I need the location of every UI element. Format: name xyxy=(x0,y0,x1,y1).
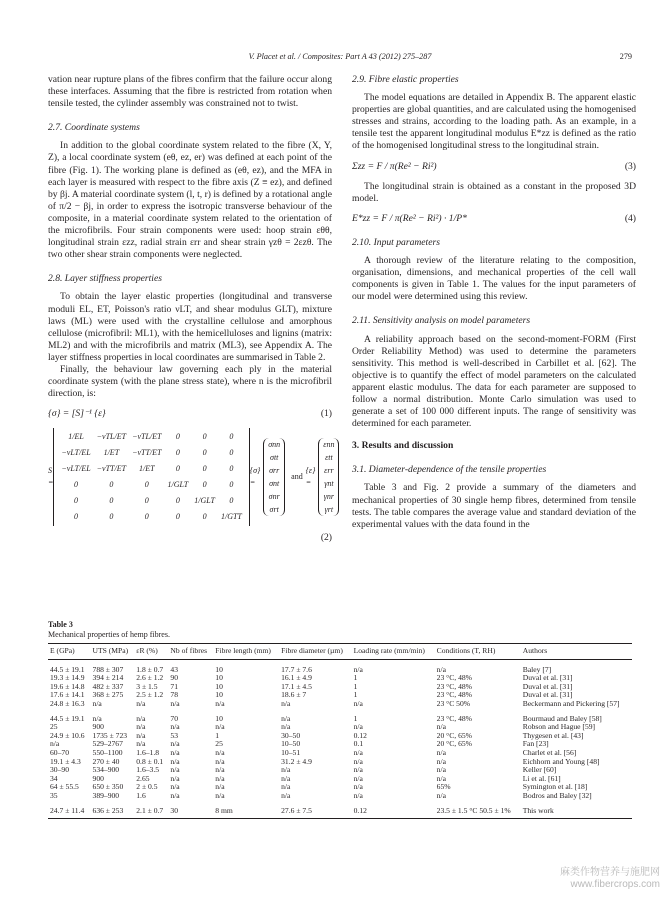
table-cell: Robson and Hague [59] xyxy=(522,722,596,732)
table-cell: n/a xyxy=(281,790,291,800)
table-cell: Eichhorn and Young [48] xyxy=(522,756,600,766)
table-cell: n/a xyxy=(170,722,180,732)
table-cell: 900 xyxy=(92,773,104,783)
table-cell: n/a xyxy=(215,782,225,792)
table-cell: 1735 ± 723 xyxy=(92,730,128,740)
column-header: Loading rate (mm/min) xyxy=(352,644,435,660)
equation-2 xyxy=(48,428,335,526)
table-cell: n/a xyxy=(353,756,363,766)
stress-component: σnt xyxy=(269,479,280,489)
table-cell: 19.3 ± 14.9 xyxy=(50,673,85,683)
table-cell: n/a xyxy=(436,765,446,775)
table-cell: n/a xyxy=(170,773,180,783)
section-2-7-title: 2.7. Coordinate systems xyxy=(48,122,140,134)
matrix-row xyxy=(59,462,243,476)
column-header: UTS (MPa) xyxy=(91,644,135,660)
matrix-cell: 0 xyxy=(202,480,207,490)
hemp-properties-table xyxy=(48,643,632,819)
matrix-cell: 1/ET xyxy=(103,448,120,458)
table-cell: n/a xyxy=(281,713,291,723)
table-cell: n/a xyxy=(353,790,363,800)
table-cell: 389–900 xyxy=(92,790,120,800)
table-cell: 1.6 xyxy=(136,790,146,800)
matrix-cell: 0 xyxy=(175,496,180,506)
table-cell: 64 ± 55.5 xyxy=(50,782,79,792)
table-cell: n/a xyxy=(92,713,102,723)
watermark-line-1: 麻类作物营养与施肥网 xyxy=(560,867,660,878)
table-cell: n/a xyxy=(170,756,180,766)
table-cell: n/a xyxy=(215,698,225,708)
matrix-cell: 0 xyxy=(229,448,234,458)
table-cell: 1 xyxy=(353,713,358,723)
matrix-cell: 0 xyxy=(74,480,79,490)
table-cell: 30–90 xyxy=(50,765,69,775)
table-cell: n/a xyxy=(281,765,291,775)
matrix-cell: −νTT/ET xyxy=(96,464,127,474)
table-cell: 23 °C, 48% xyxy=(436,681,472,691)
table-cell: n/a xyxy=(170,790,180,800)
matrix-cell: −νLT/EL xyxy=(61,448,91,458)
page-number: 279 xyxy=(619,52,632,61)
table-cell: 0.12 xyxy=(353,730,367,740)
stress-component: σrt xyxy=(269,505,279,515)
section-2-10-title: 2.10. Input parameters xyxy=(352,236,440,248)
section-2-9-paragraph-2: The longitudinal strain is obtained as a constant in the proposed 3D model. xyxy=(352,180,636,204)
table-cell: n/a xyxy=(353,773,363,783)
matrix-cell: −νTL/ET xyxy=(96,432,127,442)
strain-component: γrt xyxy=(324,505,334,515)
strain-component: εtt xyxy=(325,453,333,463)
table-cell: n/a xyxy=(136,713,146,723)
table-cell: n/a xyxy=(436,722,446,732)
table-cell: 24.9 ± 10.6 xyxy=(50,730,85,740)
matrix-cell: 0 xyxy=(144,496,149,506)
table-cell: 10 xyxy=(215,690,223,700)
table-cell: 1 xyxy=(215,730,220,740)
sigma-label: {σ} = xyxy=(249,466,261,488)
table-cell: 17.7 ± 7.6 xyxy=(281,664,312,674)
matrix-row xyxy=(59,494,243,508)
stress-component: σnn xyxy=(268,440,281,450)
table-cell: n/a xyxy=(436,664,446,674)
table-cell: Keller [60] xyxy=(522,765,557,775)
section-2-8-title: 2.8. Layer stiffness properties xyxy=(48,273,162,285)
table-cell: 25 xyxy=(215,739,223,749)
equation-1-number: (1) xyxy=(320,408,332,420)
equation-1 xyxy=(48,408,332,420)
section-3-title: 3. Results and discussion xyxy=(352,440,454,452)
table-cell: Duval et al. [31] xyxy=(522,681,573,691)
table-cell: n/a xyxy=(281,698,291,708)
table-cell: 10–50 xyxy=(281,739,301,749)
matrix-cell: −νLT/EL xyxy=(61,464,91,474)
table-cell: 20 °C, 65% xyxy=(436,739,472,749)
table-cell: 25 xyxy=(50,722,58,732)
table-cell: 368 ± 275 xyxy=(92,690,124,700)
table-cell: n/a xyxy=(136,698,146,708)
table-cell: Charlet et al. [56] xyxy=(522,747,577,757)
table-cell: Bodros and Baley [32] xyxy=(522,790,592,800)
stress-vector xyxy=(263,438,285,516)
table-cell: This work xyxy=(521,801,632,819)
section-2-9-title: 2.9. Fibre elastic properties xyxy=(352,74,459,85)
table-cell: 30 xyxy=(168,801,213,819)
table-cell: n/a xyxy=(281,773,291,783)
table-cell: 3 ± 1.5 xyxy=(136,681,158,691)
table-cell: 636 ± 253 xyxy=(91,801,135,819)
matrix-cell: −νTL/ET xyxy=(132,432,162,442)
matrix-cell: 0 xyxy=(229,480,234,490)
table-cell: Fan [23] xyxy=(522,739,549,749)
table-cell: 0.12 xyxy=(352,801,435,819)
column-header: E (GPa) xyxy=(48,644,91,660)
matrix-cell: 0 xyxy=(109,512,114,522)
table-cell: n/a xyxy=(215,773,225,783)
matrix-row xyxy=(59,446,243,460)
equation-4-body: E*zz = F / π(Re² − Ri²) · 1/P* xyxy=(352,212,467,224)
table-cell: Duval et al. [31] xyxy=(522,690,573,700)
matrix-cell: 0 xyxy=(109,496,114,506)
table-caption-block xyxy=(48,620,170,640)
matrix-cell: 1/GLT xyxy=(194,496,215,506)
matrix-cell: 0 xyxy=(229,432,234,442)
table-cell: 270 ± 40 xyxy=(92,756,120,766)
matrix-cell: 0 xyxy=(202,464,207,474)
table-cell: 8 mm xyxy=(213,801,279,819)
table-cell: 20 °C, 65% xyxy=(436,730,472,740)
table-cell: n/a xyxy=(353,722,363,732)
compliance-matrix xyxy=(53,428,249,526)
column-header: Nb of fibres xyxy=(168,644,213,660)
equation-3 xyxy=(352,161,636,173)
intro-paragraph: vation near rupture plans of the fibres confirm that the failure occur along these interfaces. Assuming that the fibre is restricted from rotation when tensile tested, the cylinder assembly was constrained not to twist. xyxy=(48,74,332,110)
section-2-8-paragraph-1: To obtain the layer elastic properties (longitudinal and transverse moduli EL, ET, Poisson's ratio νLT, and shear modulus GLT), mixture laws (ML) were used with the crystalline cellulose and amorphous cellulose (microfibril: ML1), with the hemicelluloses and lignins (matrix: ML2) and with the microfibrils and matrix (ML3), see Appendix A. The layer stiffness properties in local coordinates are summarised in Table 2. xyxy=(48,291,332,363)
table-cell: 27.6 ± 7.5 xyxy=(279,801,352,819)
matrix-cell: 0 xyxy=(175,464,180,474)
eps-label: {ε} = xyxy=(305,466,316,488)
table-cell: 1 xyxy=(353,690,358,700)
equation-3-body: Σzz = F / π(Re² − Ri²) xyxy=(352,160,437,172)
table-cell: n/a xyxy=(353,782,363,792)
strain-component: εnn xyxy=(323,440,335,450)
table-cell: 10–51 xyxy=(281,747,301,757)
table-cell: 1.6–1.8 xyxy=(136,747,160,757)
table-cell: 18.6 ± 7 xyxy=(281,690,307,700)
column-header: Fibre diameter (µm) xyxy=(279,644,352,660)
table-cell: 53 xyxy=(170,730,178,740)
section-2-7-paragraph: In addition to the global coordinate system related to the fibre (X, Y, Z), a local coordinate system (eθ, ez, er) was defined at each point of the fibre (Fig. 1). The working plane is defined as (eθ, ez), and the MFA in each layer is measured with respect to the fibre axis (Z ≡ ez), and defined by βj. A material coordinate system (l, t, r) is defined by a rotational angle of π/2 − βj, in order to express the isotropic transverse behaviour of the composite, in a material coordinate system related to the orientation of the microfibrils. Four strain components were used: hoop strain εθθ, longitudinal strain εzz, radial strain εrr and shear strain γzθ = 2εzθ. The two other shear strain components were neglected. xyxy=(48,140,332,261)
table-cell: n/a xyxy=(436,756,446,766)
table-cell: 2.65 xyxy=(136,773,150,783)
strain-component: γnt xyxy=(324,479,334,489)
matrix-cell: 0 xyxy=(144,512,149,522)
table-cell: n/a xyxy=(353,664,363,674)
section-2-10-paragraph: A thorough review of the literature relating to the composition, organisation, dimensions, and mechanical properties of the cell wall components is given in Table 1. The values for the input parameters of our model were determined using this review. xyxy=(352,255,636,303)
table-cell: n/a xyxy=(170,765,180,775)
column-header: Fibre length (mm) xyxy=(213,644,279,660)
table-cell: n/a xyxy=(170,747,180,757)
stress-component: σtt xyxy=(270,453,279,463)
table-cell: n/a xyxy=(170,739,180,749)
table-row xyxy=(48,700,632,709)
table-cell: n/a xyxy=(353,747,363,757)
table-cell: 1.8 ± 0.7 xyxy=(136,664,164,674)
matrix-cell: 0 xyxy=(202,512,207,522)
equation-2-number: (2) xyxy=(320,532,332,544)
table-cell: n/a xyxy=(215,747,225,757)
table-cell: n/a xyxy=(436,790,446,800)
table-cell: 17.6 ± 14.1 xyxy=(50,690,85,700)
matrix-cell: 1/GTT xyxy=(220,512,242,522)
table-cell: 90 xyxy=(170,673,178,683)
table-cell: n/a xyxy=(170,698,180,708)
watermark-line-2: www.fibercrops.com xyxy=(570,879,660,890)
table-cell: 24.7 ± 11.4 xyxy=(48,801,91,819)
table-cell: 550–1100 xyxy=(92,747,123,757)
table-cell: 2.5 ± 1.2 xyxy=(136,690,164,700)
left-column xyxy=(48,74,335,544)
table-cell: Beckermann and Pickering [57] xyxy=(522,698,620,708)
matrix-row xyxy=(59,430,243,444)
table-cell: 10 xyxy=(215,664,223,674)
table-cell: n/a xyxy=(436,773,446,783)
section-2-8-paragraph-2: Finally, the behaviour law governing each ply in the material coordinate system (with the plane stress state), where n is the microfibril direction, is: xyxy=(48,363,332,400)
table-cell: 23 °C, 48% xyxy=(436,673,472,683)
table-cell: n/a xyxy=(136,739,146,749)
column-header: Authors xyxy=(521,644,632,660)
table-cell: 650 ± 350 xyxy=(92,782,124,792)
table-cell: 44.5 ± 19.1 xyxy=(50,713,85,723)
running-header: V. Placet et al. / Composites: Part A 43 (2012) 275–287 xyxy=(248,52,432,61)
table-cell: n/a xyxy=(436,747,446,757)
table-cell: 43 xyxy=(170,664,178,674)
table-cell: 529–2767 xyxy=(92,739,123,749)
section-2-11-title: 2.11. Sensitivity analysis on model parameters xyxy=(352,315,531,327)
table-cell: 10 xyxy=(215,673,223,683)
table-cell: 65% xyxy=(436,782,451,792)
matrix-row xyxy=(59,510,243,524)
table-cell: 30–50 xyxy=(281,730,301,740)
table-cell: 78 xyxy=(170,690,178,700)
watermark xyxy=(560,867,660,891)
table-cell: 0.1 xyxy=(353,739,364,749)
matrix-cell: 0 xyxy=(144,480,149,490)
matrix-cell: 1/EL xyxy=(68,432,84,442)
matrix-cell: 0 xyxy=(229,464,234,474)
stress-component: σrr xyxy=(269,466,280,476)
table-label: Table 3 xyxy=(48,620,73,629)
table-cell: 44.5 ± 19.1 xyxy=(50,664,85,674)
table-cell: n/a xyxy=(50,739,60,749)
table-caption: Mechanical properties of hemp fibres. xyxy=(48,630,170,639)
column-header: Conditions (T, RH) xyxy=(435,644,521,660)
table-cell: 16.1 ± 4.9 xyxy=(281,673,312,683)
table-cell: n/a xyxy=(353,698,363,708)
table-cell: 70 xyxy=(170,713,178,723)
matrix-cell: 0 xyxy=(109,480,114,490)
table-row xyxy=(48,792,632,801)
table-cell: 17.1 ± 4.5 xyxy=(281,681,312,691)
table-cell: 23.5 ± 1.5 °C 50.5 ± 1% xyxy=(435,801,521,819)
table-row xyxy=(48,801,632,819)
table-row xyxy=(48,659,632,674)
table-cell: 2.6 ± 1.2 xyxy=(136,673,164,683)
table-cell: 34 xyxy=(50,773,58,783)
matrix-cell: 0 xyxy=(229,496,234,506)
table-cell: 788 ± 307 xyxy=(92,664,124,674)
table-row xyxy=(48,709,632,724)
table-cell: 10 xyxy=(215,681,223,691)
table-cell: 482 ± 337 xyxy=(92,681,124,691)
table-cell: n/a xyxy=(353,765,363,775)
table-cell: n/a xyxy=(215,756,225,766)
matrix-label: S = xyxy=(48,466,54,488)
table-cell: 2.1 ± 0.7 xyxy=(134,801,168,819)
table-cell: 1.6–3.5 xyxy=(136,765,160,775)
equation-4 xyxy=(352,213,636,225)
matrix-cell: 0 xyxy=(202,448,207,458)
table-cell: 24.8 ± 16.3 xyxy=(50,698,85,708)
section-2-9-paragraph-1: The model equations are detailed in Appendix B. The apparent elastic properties are global quantities, and are calculated using the homogenised stresses and strains, according to the loading path. As an example, in a tensile test the apparent longitudinal modulus E*zz is defined as the ratio of the homogenised longitudinal stress to the longitudinal strain. xyxy=(352,92,636,152)
table-cell: 19.6 ± 14.8 xyxy=(50,681,85,691)
table-cell: 534–900 xyxy=(92,765,120,775)
strain-component: γnr xyxy=(323,492,334,502)
right-column xyxy=(352,74,636,531)
table-cell: 900 xyxy=(92,722,104,732)
table-cell: 60–70 xyxy=(50,747,69,757)
table-cell: n/a xyxy=(170,782,180,792)
table-cell: 23 °C, 48% xyxy=(436,690,472,700)
matrix-cell: 0 xyxy=(175,512,180,522)
table-cell: 1 xyxy=(353,673,358,683)
strain-vector xyxy=(318,438,339,516)
table-cell: 35 xyxy=(50,790,58,800)
table-cell: 23 °C 50% xyxy=(436,698,471,708)
section-3-1-title: 3.1. Diameter-dependence of the tensile properties xyxy=(352,464,547,476)
matrix-row xyxy=(59,478,243,492)
table-cell: 0.8 ± 0.1 xyxy=(136,756,164,766)
section-2-11-paragraph: A reliability approach based on the second-moment-FORM (First Order Reliability Method) was used to determine the parameters sensitivity. This method is well-described in Carbillet et al. [62]. The objective is to quantify the effect of model parameters on the calculated apparent elastic modulus. The data for each parameter are supposed to follow a normal distribution. Monte Carlo simulation was used to generate a set of 100 000 different inputs. The range of sensitivity was determined for each parameter. xyxy=(352,333,636,430)
table-cell: n/a xyxy=(136,722,146,732)
matrix-cell: 1/ET xyxy=(138,464,155,474)
strain-component: εrr xyxy=(324,466,334,476)
table-cell: Baley [7] xyxy=(522,664,552,674)
table-cell: n/a xyxy=(92,698,102,708)
and-word: and xyxy=(291,472,303,482)
table-cell: 394 ± 214 xyxy=(92,673,124,683)
matrix-cell: 0 xyxy=(202,432,207,442)
table-cell: n/a xyxy=(215,765,225,775)
table-cell: n/a xyxy=(215,722,225,732)
table-cell: Duval et al. [31] xyxy=(522,673,573,683)
table-cell: Symington et al. [18] xyxy=(522,782,588,792)
table-cell: n/a xyxy=(281,782,291,792)
matrix-cell: 0 xyxy=(175,448,180,458)
table-cell: 19.1 ± 4.3 xyxy=(50,756,81,766)
section-3-1-paragraph: Table 3 and Fig. 2 provide a summary of the diameters and mechanical properties of 30 single hemp fibres, determined from tensile tests. The table compares the average value and standard deviation of the experimental values with the data found in the xyxy=(352,482,636,530)
table-cell: 1 xyxy=(353,681,358,691)
equation-3-number: (3) xyxy=(624,160,636,172)
table-cell: Li et al. [61] xyxy=(522,773,561,783)
equation-1-body: {σ} = [S]⁻¹ {ε} xyxy=(48,408,106,420)
matrix-cell: −νTT/ET xyxy=(132,448,162,458)
table-cell: Bourmaud and Baley [58] xyxy=(522,713,602,723)
equation-4-number: (4) xyxy=(624,212,636,224)
matrix-cell: 0 xyxy=(74,512,79,522)
table-cell: 23 °C, 48% xyxy=(436,713,472,723)
matrix-cell: 1/GLT xyxy=(167,480,189,490)
table-cell: 2 ± 0.5 xyxy=(136,782,158,792)
stress-component: σnr xyxy=(268,492,280,502)
table-body xyxy=(48,659,632,819)
matrix-cell: 0 xyxy=(74,496,79,506)
table-cell: n/a xyxy=(136,730,146,740)
table-cell: 31.2 ± 4.9 xyxy=(281,756,312,766)
table-header-row xyxy=(48,644,632,660)
matrix-cell: 0 xyxy=(175,432,180,442)
column-header: εR (%) xyxy=(134,644,168,660)
table-cell: 10 xyxy=(215,713,223,723)
table-cell: Thygesen et al. [43] xyxy=(522,730,584,740)
table-cell: 71 xyxy=(170,681,178,691)
table-cell: n/a xyxy=(215,790,225,800)
table-cell: n/a xyxy=(281,722,291,732)
